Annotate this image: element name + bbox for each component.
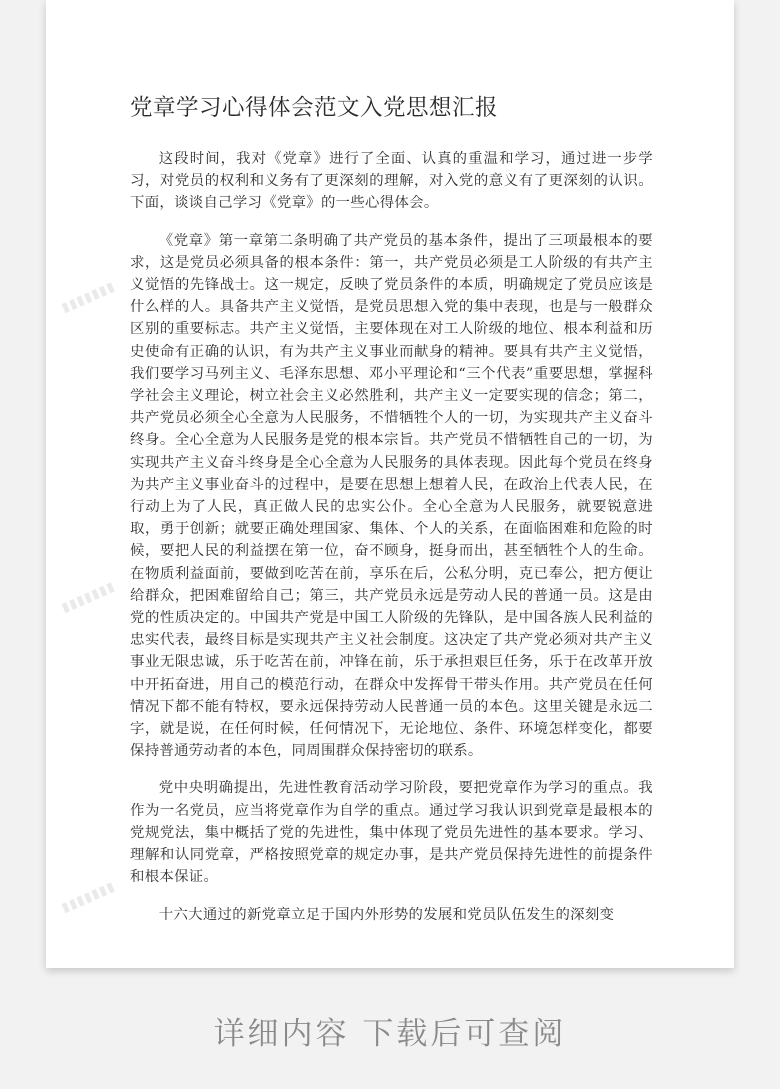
paragraph-intro: 这段时间，我对《党章》进行了全面、认真的重温和学习，通过进一步学习，对党员的权利和义务有了更深刻的理解，对入党的意义有了更深刻的认识。下面，谈谈自己学习《党章》的一些心得体会。 [130,151,653,212]
document-page [46,0,734,968]
document-title: 党章学习心得体会范文入党思想汇报 [130,95,499,121]
paragraph-study-focus: 党中央明确提出，先进性教育活动学习阶段，要把党章作为学习的重点。我作为一名党员，应当将党章作为自学的重点。通过学习我认识到党章是最根本的党规党法，集中概括了党的先进性，集中体现了党员先进性的基本要求。学习、理解和认同党章，严格按照党章的规定办事，是共产党员保持先进性的前提条件和根本保证。 [130,780,653,886]
paragraph-new-charter: 十六大通过的新党章立足于国内外形势的发展和党员队伍发生的深刻变 [158,906,615,923]
watermark-3: ▮▮▮▮▮▮▮ [59,879,118,916]
watermark-1: ▮▮▮▮▮▮▮ [59,279,118,316]
document-body [130,148,653,941]
paragraph-member-conditions: 《党章》第一章第二条明确了共产党员的基本条件，提出了三项最根本的要求，这是党员必须具备的根本条件：第一，共产党员必须是工人阶级的有共产主义觉悟的先锋战士。这一规定，反映了党员条件的本质，明确规定了党员应该是什么样的人。具备共产主义觉悟，是党员思想入党的集中表现，也是与一般群众区别的重要标志。共产主义觉悟，主要体现在对工人阶级的地位、根本利益和历史使命有正确的认识，有为共产主义事业而献身的精神。要具有共产主义觉悟，我们要学习马列主义、毛泽东思想、邓小平理论和“三个代表”重要思想，掌握科学社会主义理论，树立社会主义必然胜利，共产主义一定要实现的信念；第二，共产党员必须全心全意为人民服务，不惜牺牲个人的一切，为实现共产主义奋斗终身。全心全意为人民服务是党的根本宗旨。共产党员不惜牺牲自己的一切，为实现共产主义奋斗终身是全心全意为人民服务的具体表现。因此每个党员在终身为共产主义事业奋斗的过程中，是要在思想上想着人民，在政治上代表人民，在行动上为了人民，真正做人民的忠实公仆。全心全意为人民服务，就要锐意进取，勇于创新；就要正确处理国家、集体、个人的关系，在面临困难和危险的时候，要把人民的利益摆在第一位，奋不顾身，挺身而出，甚至牺牲个人的生命。在物质利益面前，要做到吃苦在前，享乐在后，公私分明，克已奉公，把方便让给群众，把困难留给自己；第三，共产党员永远是劳动人民的普通一员。这是由党的性质决定的。中国共产党是中国工人阶级的先锋队，是中国各族人民利益的忠实代表，最终目标是实现共产主义社会制度。这决定了共产党必须对共产主义事业无限忠诚，乐于吃苦在前，冲锋在前，乐于承担艰巨任务，乐于在改革开放中开拓奋进，用自己的模范行动，在群众中发挥骨干带头作用。共产党员在任何情况下都不能有特权，要永远保持劳动人民普通一员的本色。这里关键是永远二字，就是说，在任何时候，任何情况下，无论地位、条件、环境怎样变化，都要保持普通劳动者的本色，同周围群众保持密切的联系。 [130,232,653,760]
download-hint: 详细内容 下载后可查阅 [213,1016,567,1052]
watermark-2: ▮▮▮▮▮▮▮ [59,579,118,616]
